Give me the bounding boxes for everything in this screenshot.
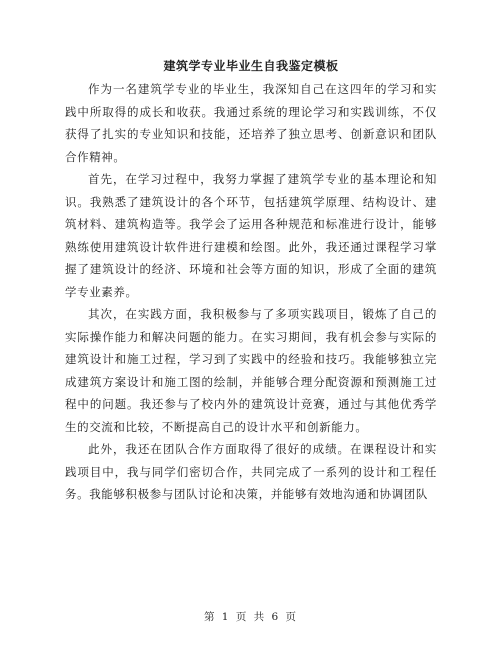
paragraph-intro: 作为一名建筑学专业的毕业生，我深知自己在这四年的学习和实践中所取得的成长和收获。我通过系统的理论学习和实践训练，不仅获得了扎实的专业知识和技能，还培养了独立思考、创新意识和团队合作精神。: [65, 82, 437, 164]
paragraph-teamwork: 此外，我还在团队合作方面取得了很好的成绩。在课程设计和实践项目中，我与同学们密切合作，共同完成了一系列的设计和工程任务。我能够积极参与团队讨论和决策，并能够有效地沟通和协调团队: [65, 442, 437, 501]
document-title: 建筑学专业毕业生自我鉴定模板: [163, 59, 339, 73]
document-body: [65, 78, 437, 506]
paragraph-practice: 其次，在实践方面，我积极参与了多项实践项目，锻炼了自己的实际操作能力和解决问题的能力。在实习期间，我有机会参与实际的建筑设计和施工过程，学习到了实践中的经验和技巧。我能够独立完成建筑方案设计和施工图的绘制，并能够合理分配资源和预测施工过程中的问题。我还参与了校内外的建筑设计竞赛，通过与其他优秀学生的交流和比较，不断提高自己的设计水平和创新能力。: [65, 307, 437, 434]
page-number-footer: 第 1 页 共 6 页: [203, 611, 299, 623]
paragraph-study: 首先，在学习过程中，我努力掌握了建筑学专业的基本理论和知识。我熟悉了建筑设计的各个环节，包括建筑学原理、结构设计、建筑材料、建筑构造等。我学会了运用各种规范和标准进行设计，能够熟练使用建筑设计软件进行建模和绘图。此外，我还通过课程学习掌握了建筑设计的经济、环境和社会等方面的知识，形成了全面的建筑学专业素养。: [65, 172, 437, 299]
